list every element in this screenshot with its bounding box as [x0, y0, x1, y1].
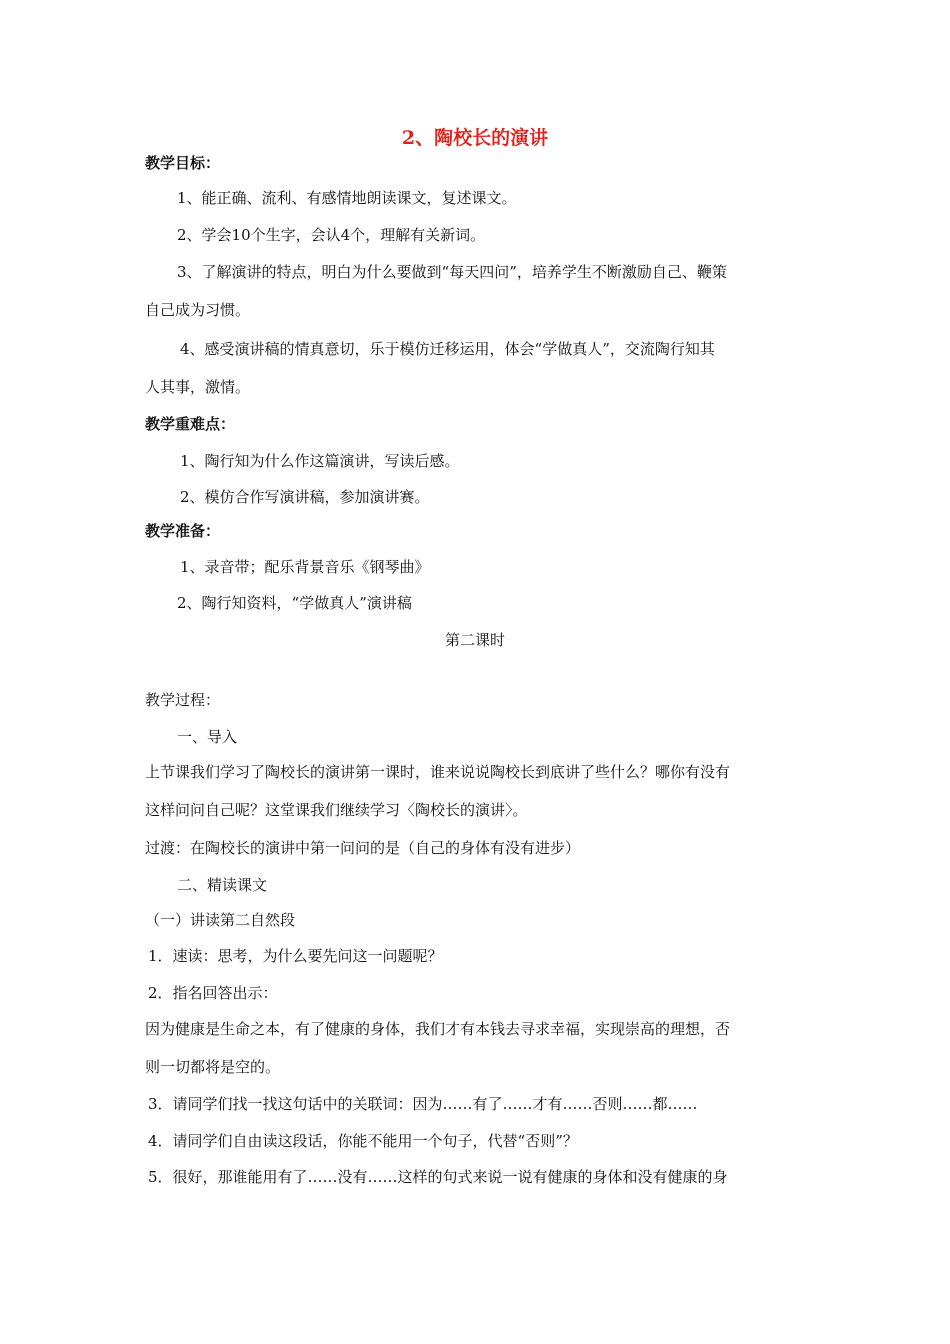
intro-paragraph-line-1: 上节课我们学习了陶校长的演讲第一课时，谁来说说陶校长到底讲了些什么？哪你有没有	[145, 763, 731, 781]
objective-item-2: 2、学会10个生字，会认4个，理解有关新词。	[177, 226, 486, 244]
step-1: 1．速读：思考，为什么要先问这一问题呢？	[148, 947, 443, 965]
preparation-item-2: 2、陶行知资料，“学做真人”演讲稿	[177, 594, 412, 612]
key-point-item-1: 1、陶行知为什么作这篇演讲，写读后感。	[180, 452, 460, 470]
preparation-item-1: 1、录音带；配乐背景音乐《钢琴曲》	[180, 558, 430, 576]
objective-item-3-line-2: 自己成为习惯。	[145, 301, 251, 319]
objective-item-4-line-2: 人其事，激情。	[145, 378, 251, 396]
step-2: 2．指名回答出示：	[148, 984, 278, 1002]
transition-text: 过渡：在陶校长的演讲中第一问问的是（自己的身体有没有进步）	[145, 839, 581, 857]
objective-item-4-line-1: 4、感受演讲稿的情真意切，乐于模仿迁移运用，体会“学做真人”，交流陶行知其	[180, 340, 715, 358]
objective-item-1: 1、能正确、流利、有感情地朗读课文，复述课文。	[177, 189, 517, 207]
section-reading-heading: 二、精读课文	[177, 876, 268, 894]
key-points-heading: 教学重难点：	[145, 415, 236, 433]
process-heading: 教学过程：	[145, 691, 221, 709]
key-point-item-2: 2、模仿合作写演讲稿，参加演讲赛。	[180, 488, 430, 506]
lesson-label: 第二课时	[444, 631, 505, 649]
step-4: 4．请同学们自由读这段话，你能不能用一个句子，代替“否则”？	[148, 1132, 578, 1150]
objective-item-3-line-1: 3、了解演讲的特点，明白为什么要做到“每天四问”，培养学生不断激励自己、鞭策	[177, 263, 727, 281]
part-1-heading: （一）讲读第二自然段	[145, 911, 296, 929]
intro-paragraph-line-2: 这样问问自己呢？这堂课我们继续学习〈陶校长的演讲〉。	[145, 801, 528, 819]
answer-line-1: 因为健康是生命之本，有了健康的身体，我们才有本钱去寻求幸福，实现崇高的理想，否	[145, 1020, 731, 1038]
objectives-heading: 教学目标：	[145, 154, 221, 172]
step-3: 3．请同学们找一找这句话中的关联词：因为……有了……才有……否则……都……	[148, 1095, 698, 1113]
document-title: 2、陶校长的演讲	[401, 127, 549, 149]
answer-line-2: 则一切都将是空的。	[145, 1058, 281, 1076]
step-5: 5．很好，那谁能用有了……没有……这样的句式来说一说有健康的身体和没有健康的身	[148, 1168, 728, 1186]
preparation-heading: 教学准备：	[145, 522, 221, 540]
section-intro-heading: 一、导入	[177, 728, 238, 746]
